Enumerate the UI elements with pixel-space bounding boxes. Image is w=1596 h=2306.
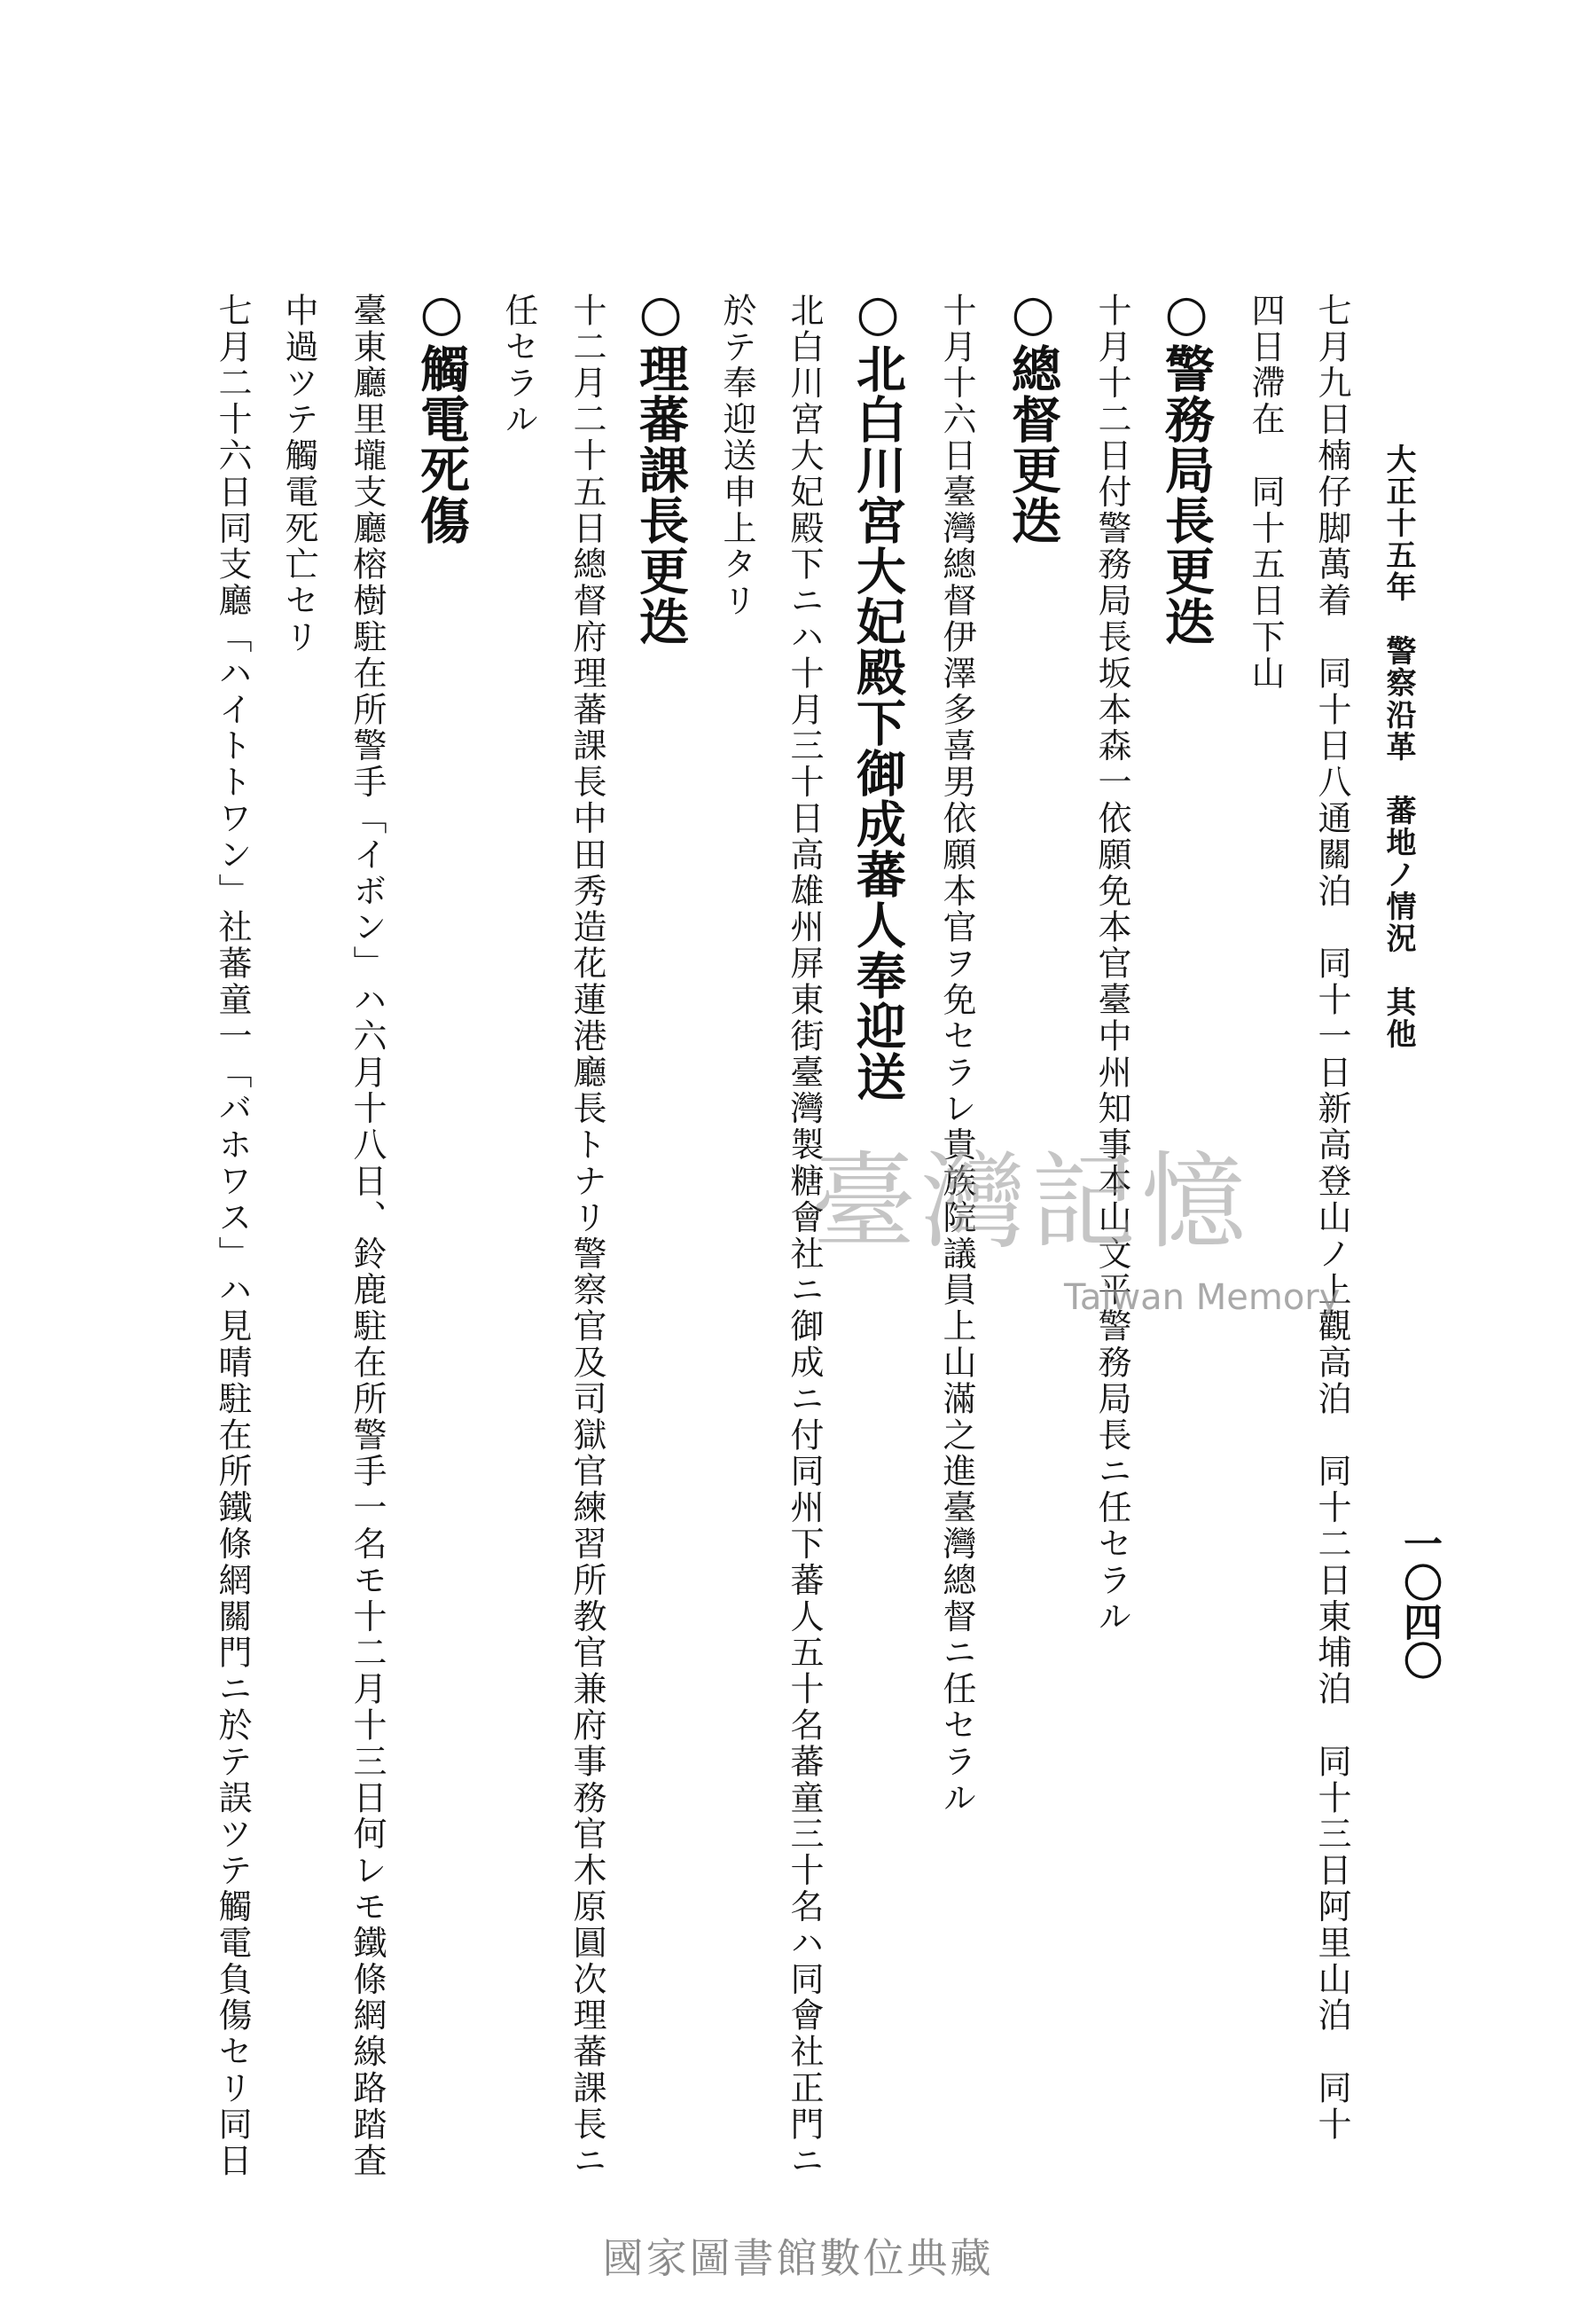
watermark-english: Taiwan Memory [1064, 1277, 1341, 1318]
section-heading: ○理蕃課長更迭 [631, 284, 690, 647]
section-heading: ○總督更迭 [1004, 284, 1062, 545]
text-column: 四日滯在 同十五日下山 [1246, 293, 1285, 692]
text-column: 臺東廳里壠支廳榕樹駐在所警手「イボン」ハ六月十八日、鈴鹿駐在所警手一名モ十二月十三日何レモ鐵條網線路踏査 [348, 293, 387, 2179]
text-column: 七月九日楠仔脚萬着 同十日八通關泊 同十一日新高登山ノ上觀高泊 同十二日東埔泊 同十三日阿里山泊 同十 [1312, 293, 1351, 2143]
text-column: 十二月二十五日總督府理蕃課長中田秀造花蓮港廳長トナリ警察官及司獄官練習所教官兼府事務官木原圓次理蕃課長ニ [567, 293, 606, 2179]
section-heading: ○觸電死傷 [412, 284, 471, 545]
watermark-chinese: 臺灣記憶 [811, 1141, 1252, 1263]
watermark [811, 1118, 1341, 1330]
text-column: 十月十六日臺灣總督伊澤多喜男依願本官ヲ免セラレ貴族院議員上山滿之進臺灣總督ニ任セラル [937, 293, 976, 1816]
page-number: 一〇四〇 [1396, 1524, 1442, 1680]
section-heading: ○北白川宮大妃殿下御成蕃人奉迎送 [849, 284, 907, 1102]
text-column: 北白川宮大妃殿下ニハ十月三十日高雄州屏東街臺灣製糖會社ニ御成ニ付同州下蕃人五十名蕃童三十名ハ同會社正門ニ [785, 293, 824, 2179]
text-column: 中過ツテ觸電死亡セリ [279, 293, 318, 655]
text-column: 任セラル [499, 293, 538, 438]
section-heading: ○警務局長更迭 [1157, 284, 1216, 647]
text-column: 七月二十六日同支廳「ハイトトワン」社蕃童一「バホワス」ハ見晴駐在所鐵條網關門ニ於テ誤ツテ觸電負傷セリ同日 [213, 293, 252, 2179]
footer-credit: 國家圖書館數位典藏 [602, 2234, 994, 2282]
text-column: 於テ奉迎送申上タリ [717, 293, 756, 620]
running-head: 大正十五年 警察沿革 蕃地ノ情況 其他 [1381, 443, 1416, 1050]
text-column: 十月十二日付警務局長坂本森一依願免本官臺中州知事本山文平警務局長ニ任セラル [1092, 293, 1131, 1635]
